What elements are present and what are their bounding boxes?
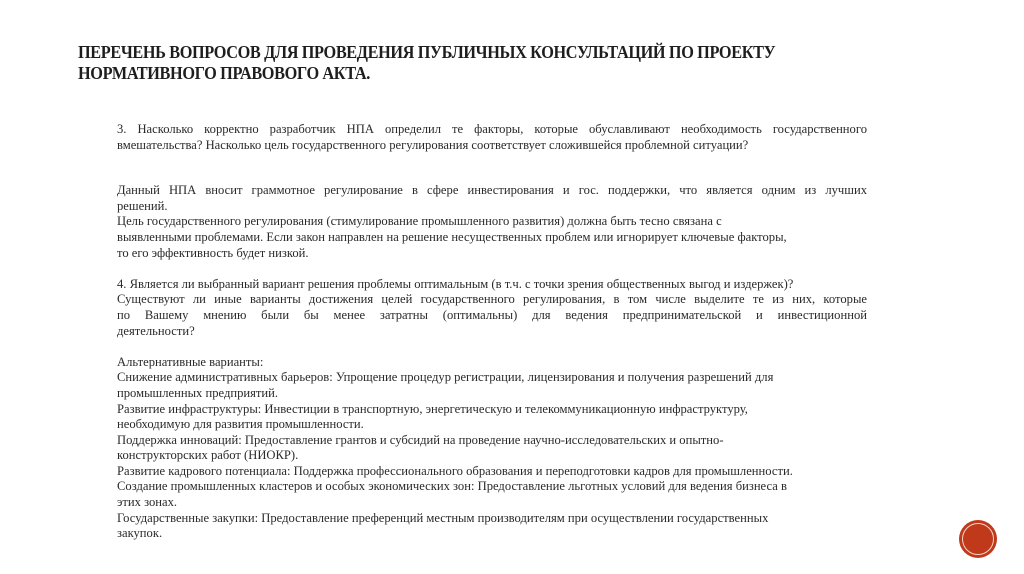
answer-3: [117, 183, 867, 261]
slide-title-line: ПЕРЕЧЕНЬ ВОПРОСОВ ДЛЯ ПРОВЕДЕНИЯ ПУБЛИЧНЫХ КОНСУЛЬТАЦИЙ ПО ПРОЕКТУ: [78, 42, 776, 62]
text-line: Развитие кадрового потенциала: Поддержка профессионального образования и переподготовки кадров для промышленности.: [117, 463, 793, 478]
text-line: Существуют ли иные варианты достижения целей государственного регулирования, в том числе выделите те из них, которые: [117, 292, 867, 307]
slide-body: [117, 122, 867, 542]
question-3: [117, 122, 867, 153]
text-line: 4. Является ли выбранный вариант решения проблемы оптимальным (в т.ч. с точки зрения общественных выгод и издержек)?: [117, 276, 794, 291]
text-line: промышленных предприятий.: [117, 385, 279, 400]
text-line: решений.: [117, 198, 168, 213]
text-line: Развитие инфраструктуры: Инвестиции в транспортную, энергетическую и телекоммуникационную инфраструктуру,: [117, 401, 748, 416]
text-line: Поддержка инноваций: Предоставление грантов и субсидий на проведение научно-исследовательских и опытно-: [117, 432, 724, 447]
text-line: необходимую для развития промышленности.: [117, 417, 364, 432]
slide-title-line: НОРМАТИВНОГО ПРАВОВОГО АКТА.: [78, 63, 370, 83]
text-line: Цель государственного регулирования (стимулирование промышленного развития) должна быть тесно связана с: [117, 214, 722, 229]
question-4: [117, 277, 867, 339]
text-line: Альтернативные варианты:: [117, 354, 264, 369]
decorative-circle-icon: [960, 521, 996, 557]
text-line: то его эффективность будет низкой.: [117, 245, 309, 260]
text-line: конструкторских работ (НИОКР).: [117, 448, 299, 463]
text-line: по Вашему мнению были бы менее затратны (оптимальны) для ведения предпринимательской и инвестиционной: [117, 307, 867, 322]
text-line: этих зонах.: [117, 495, 178, 510]
text-line: вмешательства? Насколько цель государственного регулирования соответствует сложившейся проблемной ситуации?: [117, 137, 749, 152]
answer-4: [117, 355, 867, 542]
text-line: Государственные закупки: Предоставление преференций местным производителям при осуществлении государственных: [117, 510, 769, 525]
slide-title: [78, 42, 896, 84]
text-line: Создание промышленных кластеров и особых экономических зон: Предоставление льготных условий для ведения бизнеса в: [117, 479, 787, 494]
text-line: деятельности?: [117, 323, 195, 338]
text-line: Снижение административных барьеров: Упрощение процедур регистрации, лицензирования и получения разрешений для: [117, 370, 774, 385]
text-line: Данный НПА вносит граммотное регулирование в сфере инвестирования и гос. поддержки, что является одним из лучших: [117, 183, 867, 198]
text-line: 3. Насколько корректно разработчик НПА определил те факторы, которые обуславливают необходимость государственного: [117, 122, 867, 136]
text-line: закупок.: [117, 526, 163, 541]
text-line: выявленными проблемами. Если закон направлен на решение несущественных проблем или игнорирует ключевые факторы,: [117, 229, 787, 244]
